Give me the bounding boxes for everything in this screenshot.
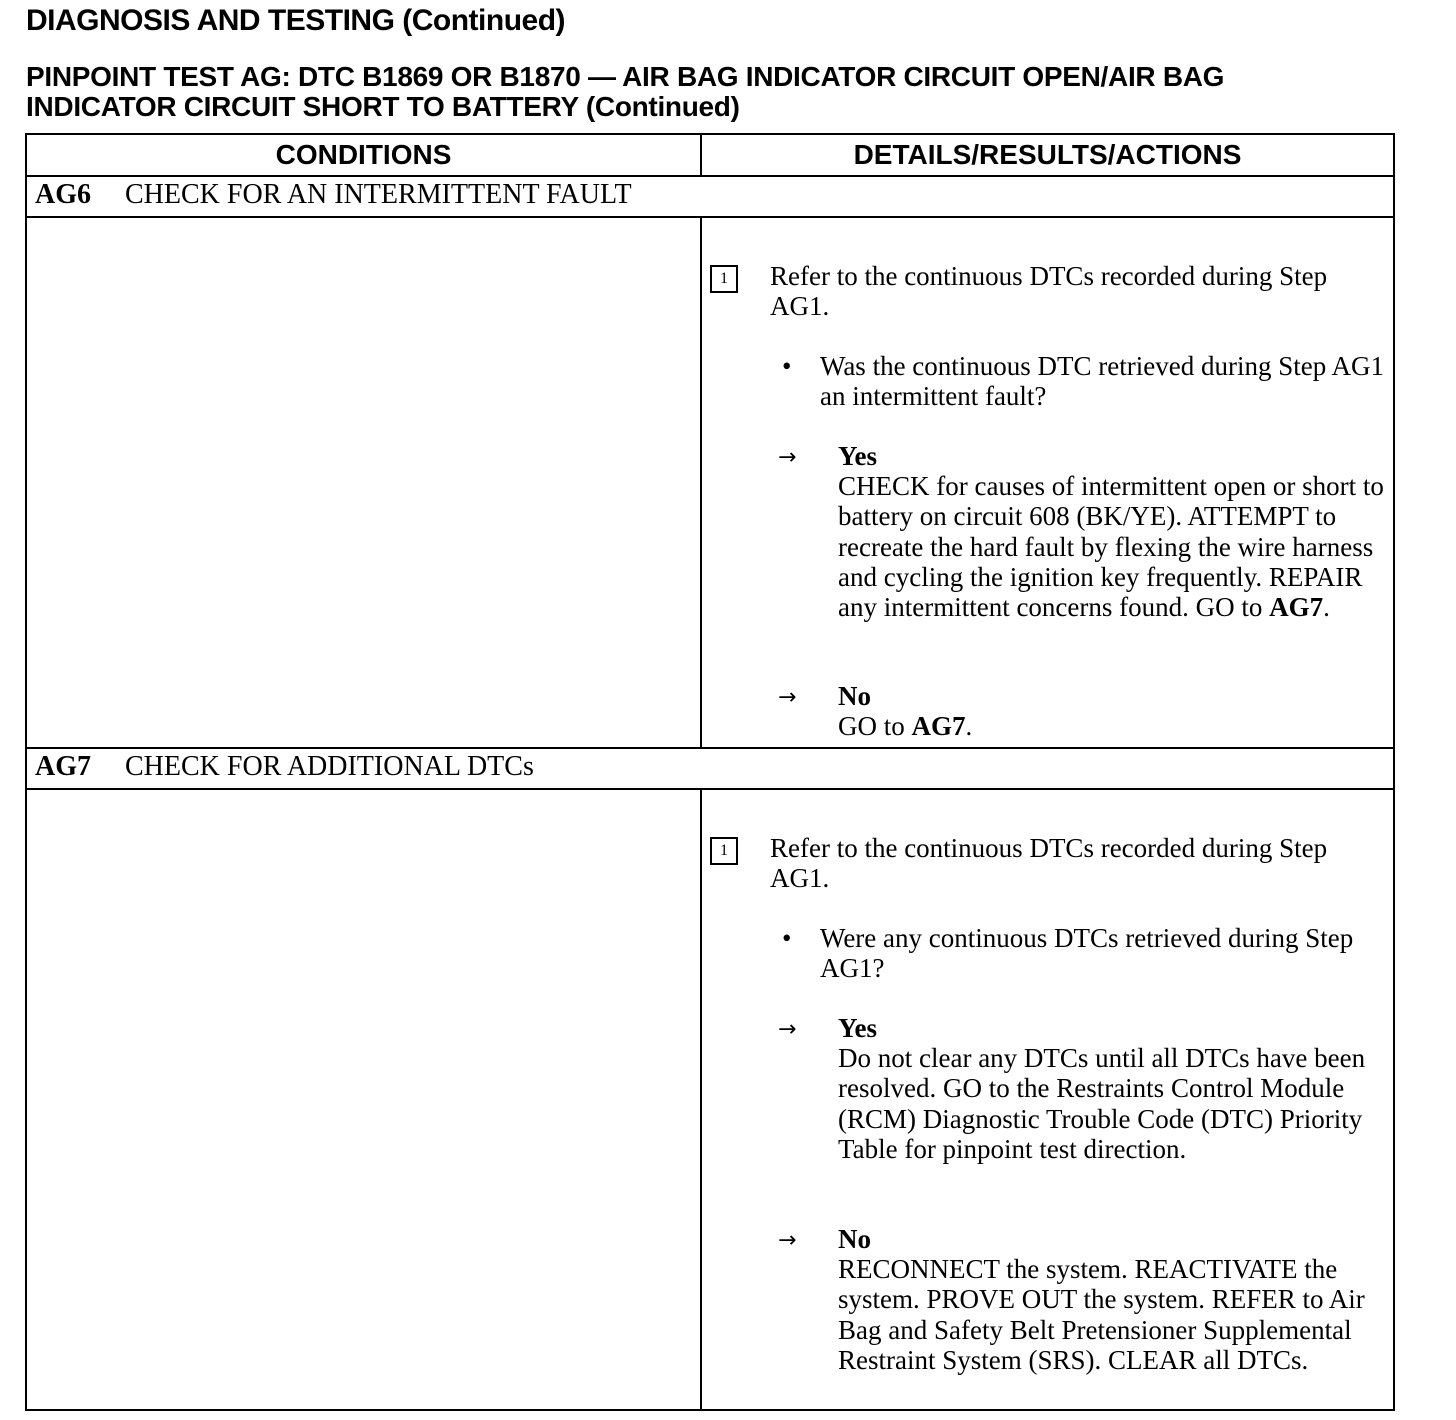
step-ag6-heading <box>35 179 632 211</box>
test-title-line-2: INDICATOR CIRCUIT SHORT TO BATTERY (Continued) <box>26 91 740 122</box>
yes-action-text: CHECK for causes of intermittent open or short to battery on circuit 608 (BK/YE). ATTEMPT to recreate the hard fault by flexing the wire harness and cycling the ignition key frequently. REPAIR any intermittent concerns found. GO to AG7. <box>838 471 1384 623</box>
bullet-icon: • <box>782 351 792 381</box>
question-text: Was the continuous DTC retrieved during Step AG1 an intermittent fault? <box>820 351 1384 412</box>
column-divider <box>700 788 702 1409</box>
row-divider <box>27 216 1393 218</box>
yes-action-text: Do not clear any DTCs until all DTCs have been resolved. GO to the Restraints Control Module (RCM) Diagnostic Trouble Code (DTC) Priority Table for pinpoint test direction. <box>838 1043 1366 1164</box>
yes-label: Yes <box>838 1013 877 1043</box>
step-number-box: 1 <box>710 837 738 865</box>
no-action-text: RECONNECT the system. REACTIVATE the system. PROVE OUT the system. REFER to Air Bag and Safety Belt Pretensioner Supplemental Restraint System (SRS). CLEAR all DTCs. <box>838 1254 1365 1375</box>
step-id: AG7 <box>35 751 91 782</box>
instruction-text: Refer to the continuous DTCs recorded during Step AG1. <box>770 261 1328 322</box>
question-text: Were any continuous DTCs retrieved during Step AG1? <box>820 923 1354 984</box>
yes-answer <box>838 1013 1398 1164</box>
test-title <box>26 62 1426 122</box>
step-ag7-details <box>710 833 1390 1403</box>
pinpoint-test-table <box>25 133 1395 1411</box>
step-number-box: 1 <box>710 265 738 293</box>
no-answer <box>838 1224 1398 1375</box>
step-reference: AG7 <box>1269 592 1324 623</box>
details-header: DETAILS/RESULTS/ACTIONS <box>853 139 1242 170</box>
conditions-header: CONDITIONS <box>275 139 452 170</box>
page-title: DIAGNOSIS AND TESTING (Continued) <box>26 4 566 37</box>
row-divider <box>27 788 1393 790</box>
no-action-text: GO to AG7. <box>838 711 973 742</box>
arrow-right-icon: → <box>778 1228 797 1253</box>
bullet-icon: • <box>782 923 792 953</box>
arrow-right-icon: → <box>778 1017 797 1042</box>
step-ag6-details <box>710 261 1390 741</box>
arrow-right-icon: → <box>778 685 797 710</box>
no-label: No <box>838 1224 871 1254</box>
column-divider <box>700 135 702 175</box>
step-reference: AG7 <box>911 711 966 742</box>
no-answer <box>838 681 1398 741</box>
row-divider <box>27 175 1393 177</box>
step-title: CHECK FOR AN INTERMITTENT FAULT <box>125 179 632 210</box>
no-label: No <box>838 681 871 711</box>
step-id: AG6 <box>35 179 91 210</box>
yes-answer <box>838 441 1398 622</box>
arrow-right-icon: → <box>778 445 797 470</box>
step-title: CHECK FOR ADDITIONAL DTCs <box>125 751 534 782</box>
row-divider <box>27 747 1393 749</box>
step-ag7-heading <box>35 751 534 783</box>
yes-label: Yes <box>838 441 877 471</box>
test-title-line-1: PINPOINT TEST AG: DTC B1869 OR B1870 — AIR BAG INDICATOR CIRCUIT OPEN/AIR BAG <box>26 61 1225 92</box>
column-divider <box>700 216 702 747</box>
instruction-text: Refer to the continuous DTCs recorded during Step AG1. <box>770 833 1328 894</box>
